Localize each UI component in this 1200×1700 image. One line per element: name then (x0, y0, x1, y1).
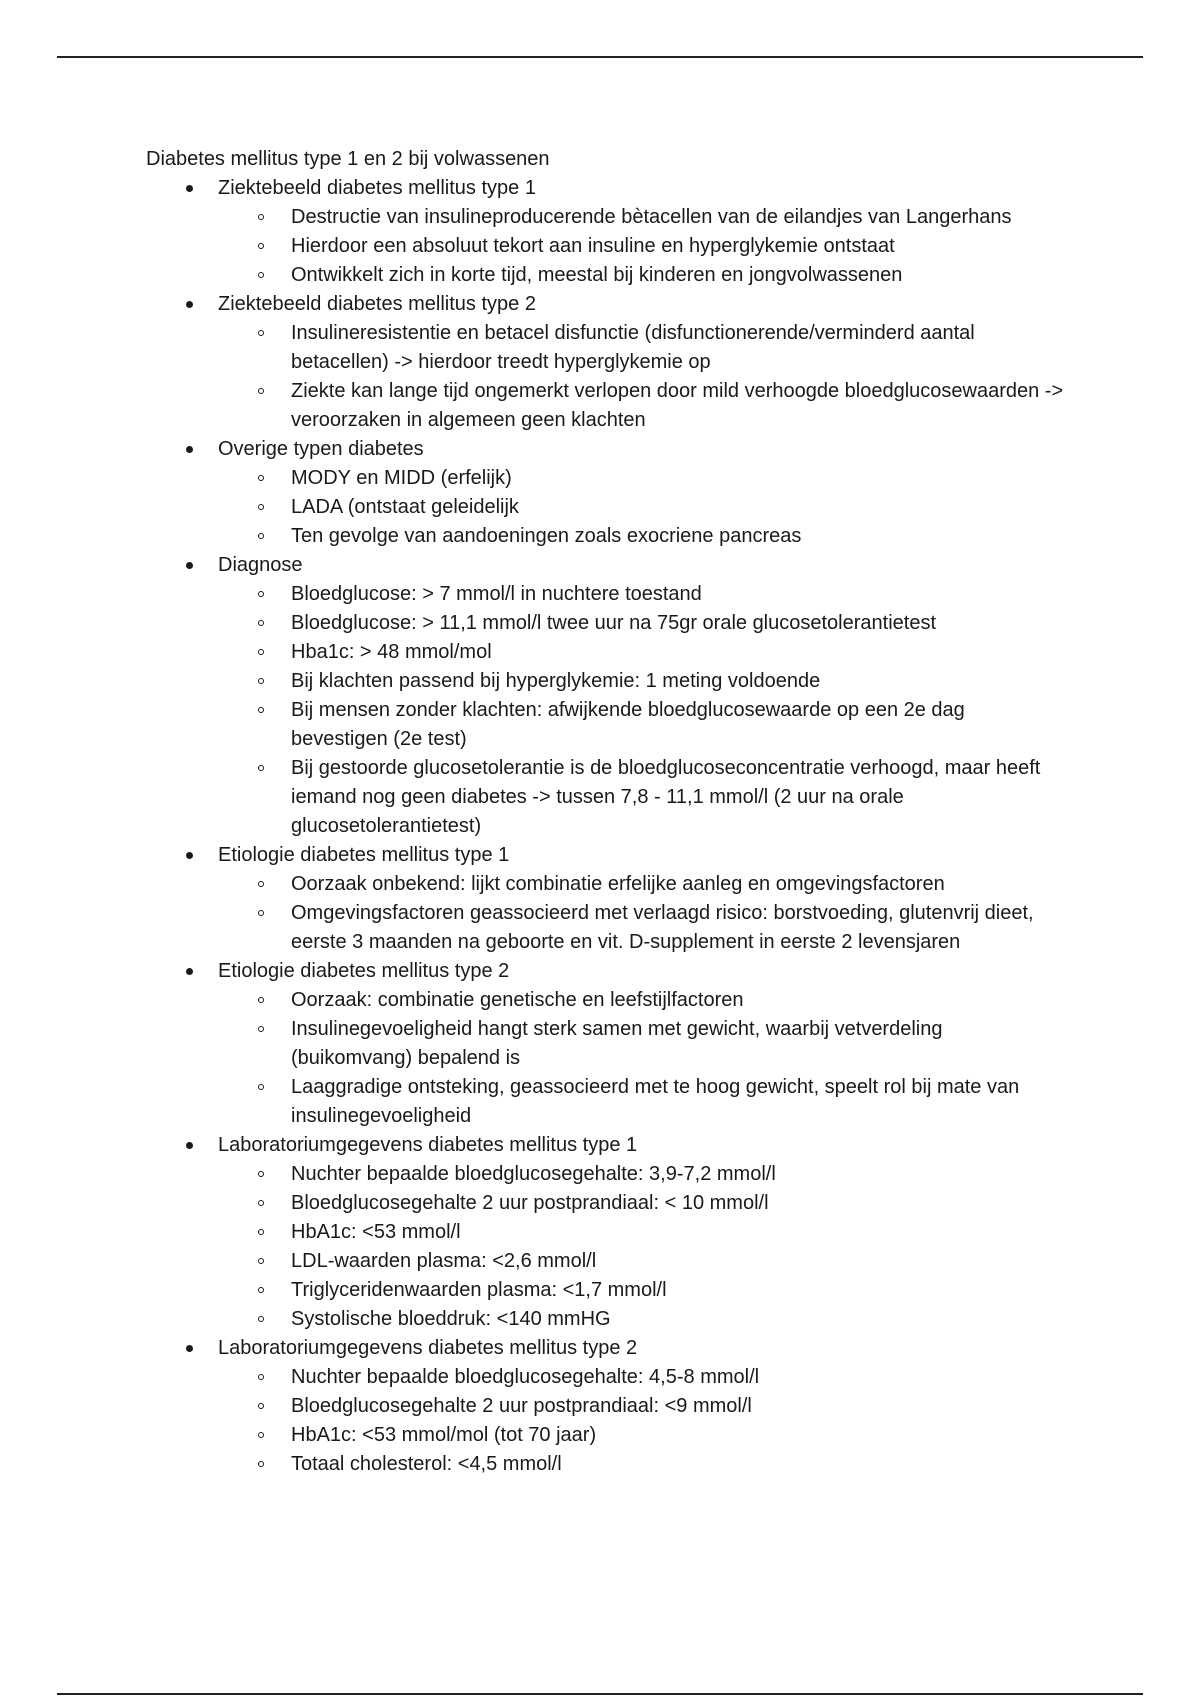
sub-item-text: Triglyceridenwaarden plasma: <1,7 mmol/l (291, 1279, 667, 1301)
topic-heading: Etiologie diabetes mellitus type 1 (218, 844, 510, 866)
topic-heading: Laboratoriumgegevens diabetes mellitus type 2 (218, 1337, 638, 1359)
sub-item (146, 522, 1066, 551)
sub-item-text: Insulinegevoeligheid hangt sterk samen met gewicht, waarbij vetverdeling (buikomvang) bepalend is (291, 1018, 943, 1069)
sub-item (146, 1247, 1066, 1276)
hollow-bullet-icon (258, 1374, 264, 1380)
hollow-bullet-icon (258, 1258, 264, 1264)
hollow-bullet-icon (258, 1316, 264, 1322)
topic-heading: Laboratoriumgegevens diabetes mellitus type 1 (218, 1134, 638, 1156)
sub-item (146, 1276, 1066, 1305)
sub-item (146, 1218, 1066, 1247)
sub-item-text: Insulineresistentie en betacel disfunctie (disfunctionerende/verminderd aantal betacellen) -> hierdoor treedt hyperglykemie op (291, 322, 975, 373)
hollow-bullet-icon (258, 272, 264, 278)
sub-item-text: Hierdoor een absoluut tekort aan insuline en hyperglykemie ontstaat (291, 235, 895, 257)
hollow-bullet-icon (258, 707, 264, 713)
sub-item (146, 1305, 1066, 1334)
sub-item-text: HbA1c: <53 mmol/mol (tot 70 jaar) (291, 1424, 597, 1446)
sub-item-text: Nuchter bepaalde bloedglucosegehalte: 4,5-8 mmol/l (291, 1366, 760, 1388)
sub-item (146, 232, 1066, 261)
topic-heading: Ziektebeeld diabetes mellitus type 2 (218, 293, 536, 315)
sub-item (146, 1392, 1066, 1421)
filled-bullet-icon (186, 185, 193, 192)
hollow-bullet-icon (258, 214, 264, 220)
sub-item-text: LDL-waarden plasma: <2,6 mmol/l (291, 1250, 597, 1272)
sub-item (146, 1421, 1066, 1450)
sub-item-text: Hba1c: > 48 mmol/mol (291, 641, 492, 663)
sub-item (146, 754, 1066, 841)
filled-bullet-icon (186, 446, 193, 453)
sub-item (146, 464, 1066, 493)
sub-item-text: MODY en MIDD (erfelijk) (291, 467, 512, 489)
filled-bullet-icon (186, 852, 193, 859)
sub-item-text: Bloedglucose: > 11,1 mmol/l twee uur na 75gr orale glucosetolerantietest (291, 612, 937, 634)
sub-item (146, 638, 1066, 667)
sub-item (146, 899, 1066, 957)
sub-item-text: HbA1c: <53 mmol/l (291, 1221, 461, 1243)
hollow-bullet-icon (258, 1461, 264, 1467)
sub-item-text: Ten gevolge van aandoeningen zoals exocriene pancreas (291, 525, 802, 547)
sub-item-text: LADA (ontstaat geleidelijk (291, 496, 519, 518)
hollow-bullet-icon (258, 243, 264, 249)
topic-item (146, 1131, 1066, 1160)
filled-bullet-icon (186, 301, 193, 308)
sub-item-text: Oorzaak onbekend: lijkt combinatie erfelijke aanleg en omgevingsfactoren (291, 873, 945, 895)
hollow-bullet-icon (258, 533, 264, 539)
sub-item (146, 1073, 1066, 1131)
document-title: Diabetes mellitus type 1 en 2 bij volwassenen (146, 148, 550, 170)
sub-item (146, 667, 1066, 696)
sub-item (146, 203, 1066, 232)
footer-divider (57, 1693, 1143, 1695)
hollow-bullet-icon (258, 1026, 264, 1032)
topic-heading: Diagnose (218, 554, 303, 576)
sub-item (146, 580, 1066, 609)
filled-bullet-icon (186, 1142, 193, 1149)
sub-item-text: Bloedglucosegehalte 2 uur postprandiaal: < 10 mmol/l (291, 1192, 769, 1214)
sub-item-text: Bij mensen zonder klachten: afwijkende bloedglucosewaarde op een 2e dag bevestigen (2e test) (291, 699, 965, 750)
sub-item-text: Bloedglucosegehalte 2 uur postprandiaal: <9 mmol/l (291, 1395, 752, 1417)
sub-item-text: Laaggradige ontsteking, geassocieerd met te hoog gewicht, speelt rol bij mate van insulinegevoeligheid (291, 1076, 1020, 1127)
sub-item-text: Oorzaak: combinatie genetische en leefstijlfactoren (291, 989, 744, 1011)
topic-heading: Overige typen diabetes (218, 438, 424, 460)
hollow-bullet-icon (258, 388, 264, 394)
hollow-bullet-icon (258, 910, 264, 916)
sub-item-text: Ziekte kan lange tijd ongemerkt verlopen door mild verhoogde bloedglucosewaarden -> veroorzaken in algemeen geen klachten (291, 380, 1064, 431)
filled-bullet-icon (186, 968, 193, 975)
hollow-bullet-icon (258, 504, 264, 510)
sub-item (146, 1160, 1066, 1189)
hollow-bullet-icon (258, 1432, 264, 1438)
topic-heading: Ziektebeeld diabetes mellitus type 1 (218, 177, 536, 199)
hollow-bullet-icon (258, 649, 264, 655)
topic-heading: Etiologie diabetes mellitus type 2 (218, 960, 510, 982)
topic-item (146, 290, 1066, 319)
hollow-bullet-icon (258, 1229, 264, 1235)
sub-item-text: Destructie van insulineproducerende bètacellen van de eilandjes van Langerhans (291, 206, 1012, 228)
sub-item (146, 377, 1066, 435)
hollow-bullet-icon (258, 678, 264, 684)
sub-item-text: Systolische bloeddruk: <140 mmHG (291, 1308, 611, 1330)
sub-item-text: Bij klachten passend bij hyperglykemie: 1 meting voldoende (291, 670, 821, 692)
hollow-bullet-icon (258, 765, 264, 771)
hollow-bullet-icon (258, 591, 264, 597)
sub-item-text: Omgevingsfactoren geassocieerd met verlaagd risico: borstvoeding, glutenvrij dieet, eerste 3 maanden na geboorte en vit. D-supplement in eerste 2 levensjaren (291, 902, 1034, 953)
hollow-bullet-icon (258, 1403, 264, 1409)
sub-item (146, 1450, 1066, 1479)
hollow-bullet-icon (258, 997, 264, 1003)
sub-item-text: Bloedglucose: > 7 mmol/l in nuchtere toestand (291, 583, 702, 605)
header-divider (57, 56, 1143, 58)
filled-bullet-icon (186, 562, 193, 569)
filled-bullet-icon (186, 1345, 193, 1352)
sub-item (146, 1189, 1066, 1218)
sub-item (146, 1363, 1066, 1392)
sub-item-text: Totaal cholesterol: <4,5 mmol/l (291, 1453, 562, 1475)
topic-item (146, 1334, 1066, 1363)
hollow-bullet-icon (258, 620, 264, 626)
document-body (146, 145, 1066, 1479)
topic-item (146, 435, 1066, 464)
sub-item-text: Nuchter bepaalde bloedglucosegehalte: 3,9-7,2 mmol/l (291, 1163, 776, 1185)
hollow-bullet-icon (258, 1200, 264, 1206)
topic-list (146, 174, 1066, 1479)
hollow-bullet-icon (258, 1287, 264, 1293)
topic-item (146, 841, 1066, 870)
sub-item (146, 261, 1066, 290)
sub-item (146, 1015, 1066, 1073)
sub-item-text: Ontwikkelt zich in korte tijd, meestal bij kinderen en jongvolwassenen (291, 264, 903, 286)
topic-item (146, 551, 1066, 580)
hollow-bullet-icon (258, 330, 264, 336)
hollow-bullet-icon (258, 1084, 264, 1090)
topic-item (146, 174, 1066, 203)
sub-item (146, 319, 1066, 377)
hollow-bullet-icon (258, 1171, 264, 1177)
sub-item (146, 986, 1066, 1015)
sub-item (146, 696, 1066, 754)
hollow-bullet-icon (258, 881, 264, 887)
topic-item (146, 957, 1066, 986)
sub-item (146, 609, 1066, 638)
sub-item (146, 493, 1066, 522)
sub-item (146, 870, 1066, 899)
sub-item-text: Bij gestoorde glucosetolerantie is de bloedglucoseconcentratie verhoogd, maar heeft iemand nog geen diabetes -> tussen 7,8 - 11,1 mmol/l (2 uur na orale glucosetolerantietest) (291, 757, 1041, 837)
hollow-bullet-icon (258, 475, 264, 481)
